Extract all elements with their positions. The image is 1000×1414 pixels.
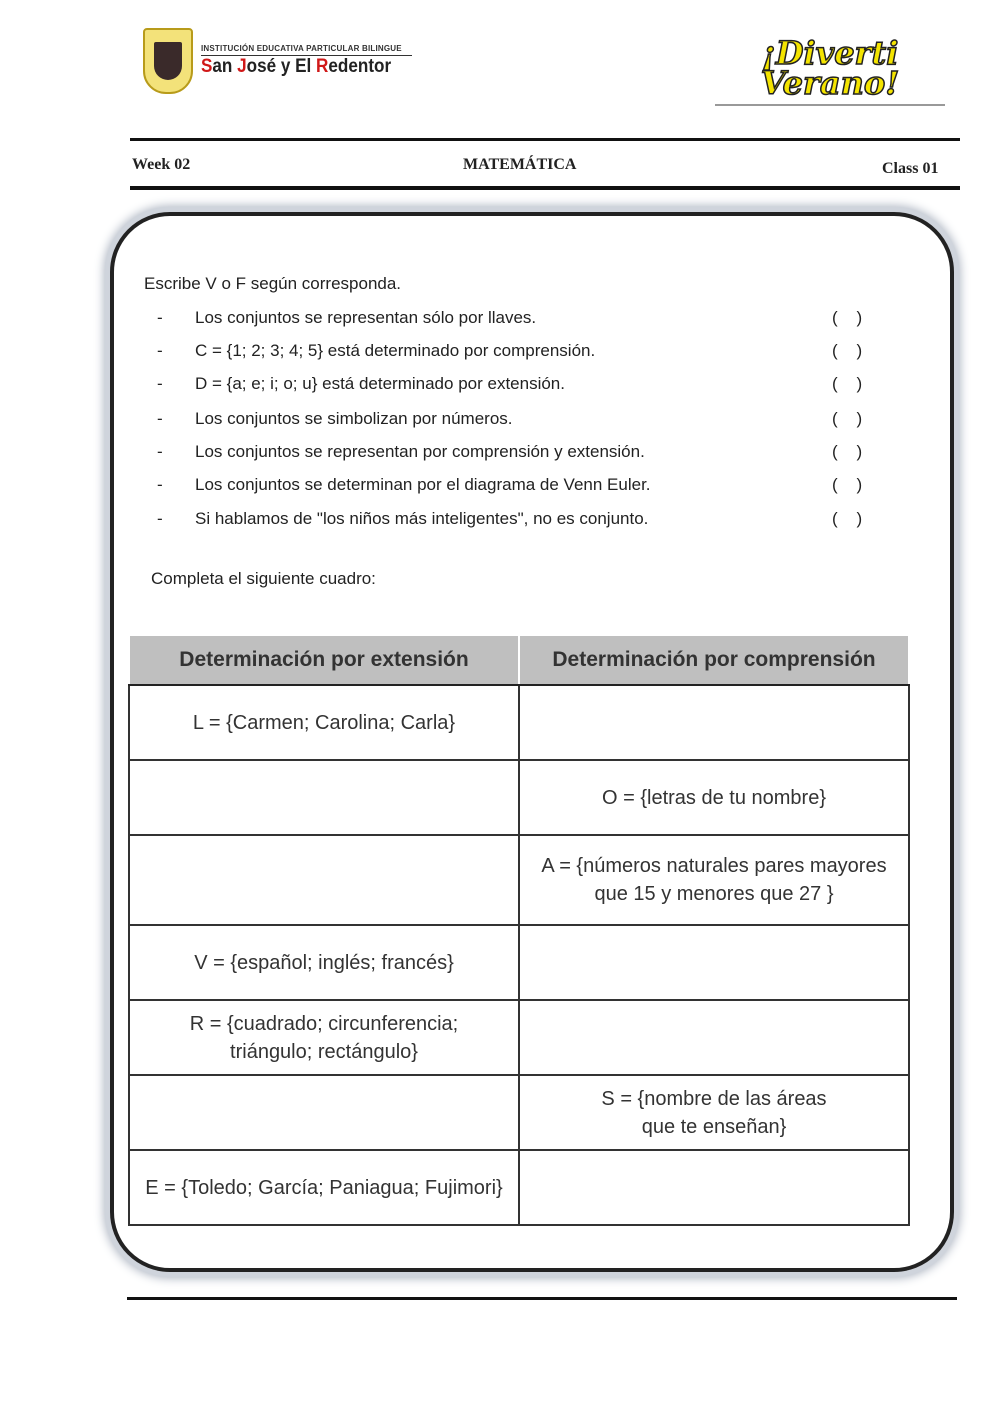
comprehension-cell: A = {números naturales pares mayores que 15 y menores que 27 }	[519, 835, 909, 925]
statement-text: C = {1; 2; 3; 4; 5} está determinado por comprensión.	[195, 341, 596, 360]
bullet-dash: -	[157, 341, 163, 360]
statement-text: Los conjuntos se determinan por el diagrama de Venn Euler.	[195, 475, 651, 494]
answer-blank[interactable]: ( )	[832, 374, 863, 393]
answer-blank[interactable]: ( )	[832, 409, 863, 428]
sets-table	[128, 634, 910, 1226]
comprehension-cell[interactable]	[519, 685, 909, 760]
institution-name: San José y El Redentor	[201, 56, 392, 77]
footer-rule	[127, 1297, 957, 1300]
comprehension-cell[interactable]	[519, 1150, 909, 1225]
week-label: Week 02	[132, 156, 191, 173]
header-extension: Determinación por extensión	[129, 635, 519, 685]
extension-cell[interactable]	[129, 1075, 519, 1150]
answer-blank[interactable]: ( )	[832, 442, 863, 461]
statement-text: D = {a; e; i; o; u} está determinado por extensión.	[195, 374, 565, 393]
table-row	[129, 835, 909, 925]
school-crest-icon	[143, 28, 193, 94]
header-comprehension: Determinación por comprensión	[519, 635, 909, 685]
exercise1-instruction: Escribe V o F según corresponda.	[144, 274, 402, 293]
extension-cell: E = {Toledo; García; Paniagua; Fujimori}	[129, 1150, 519, 1225]
bullet-dash: -	[157, 409, 163, 428]
bullet-dash: -	[157, 374, 163, 393]
table-row	[129, 1075, 909, 1150]
comprehension-cell: O = {letras de tu nombre}	[519, 760, 909, 835]
table-row	[129, 1000, 909, 1075]
statement-text: Los conjuntos se representan sólo por llaves.	[195, 308, 537, 327]
exercise2-instruction: Completa el siguiente cuadro:	[151, 569, 376, 588]
bullet-dash: -	[157, 475, 163, 494]
bullet-dash: -	[157, 442, 163, 461]
table-row	[129, 685, 909, 760]
institution-type: INSTITUCIÓN EDUCATIVA PARTICULAR BILINGUE	[201, 44, 412, 56]
statement-text: Si hablamos de "los niños más inteligentes", no es conjunto.	[195, 509, 649, 528]
diverti-verano-logo: ¡Diverti Verano!	[715, 38, 945, 106]
extension-cell[interactable]	[129, 835, 519, 925]
table-row	[129, 1150, 909, 1225]
answer-blank[interactable]: ( )	[832, 308, 863, 327]
header-rule-top	[130, 138, 960, 141]
extension-cell: L = {Carmen; Carolina; Carla}	[129, 685, 519, 760]
table-row	[129, 760, 909, 835]
comprehension-cell: S = {nombre de las áreas que te enseñan}	[519, 1075, 909, 1150]
statement-text: Los conjuntos se simbolizan por números.	[195, 409, 513, 428]
extension-cell[interactable]	[129, 760, 519, 835]
header-rule-bottom	[130, 186, 960, 190]
answer-blank[interactable]: ( )	[832, 341, 863, 360]
answer-blank[interactable]: ( )	[832, 509, 863, 528]
school-logo	[143, 28, 412, 94]
subject-title: MATEMÁTICA	[463, 156, 577, 173]
extension-cell: V = {español; inglés; francés}	[129, 925, 519, 1000]
comprehension-cell[interactable]	[519, 1000, 909, 1075]
table-row	[129, 925, 909, 1000]
statement-text: Los conjuntos se representan por comprensión y extensión.	[195, 442, 645, 461]
comprehension-cell[interactable]	[519, 925, 909, 1000]
extension-cell: R = {cuadrado; circunferencia; triángulo; rectángulo}	[129, 1000, 519, 1075]
bullet-dash: -	[157, 308, 163, 327]
class-label: Class 01	[882, 160, 939, 177]
answer-blank[interactable]: ( )	[832, 475, 863, 494]
bullet-dash: -	[157, 509, 163, 528]
